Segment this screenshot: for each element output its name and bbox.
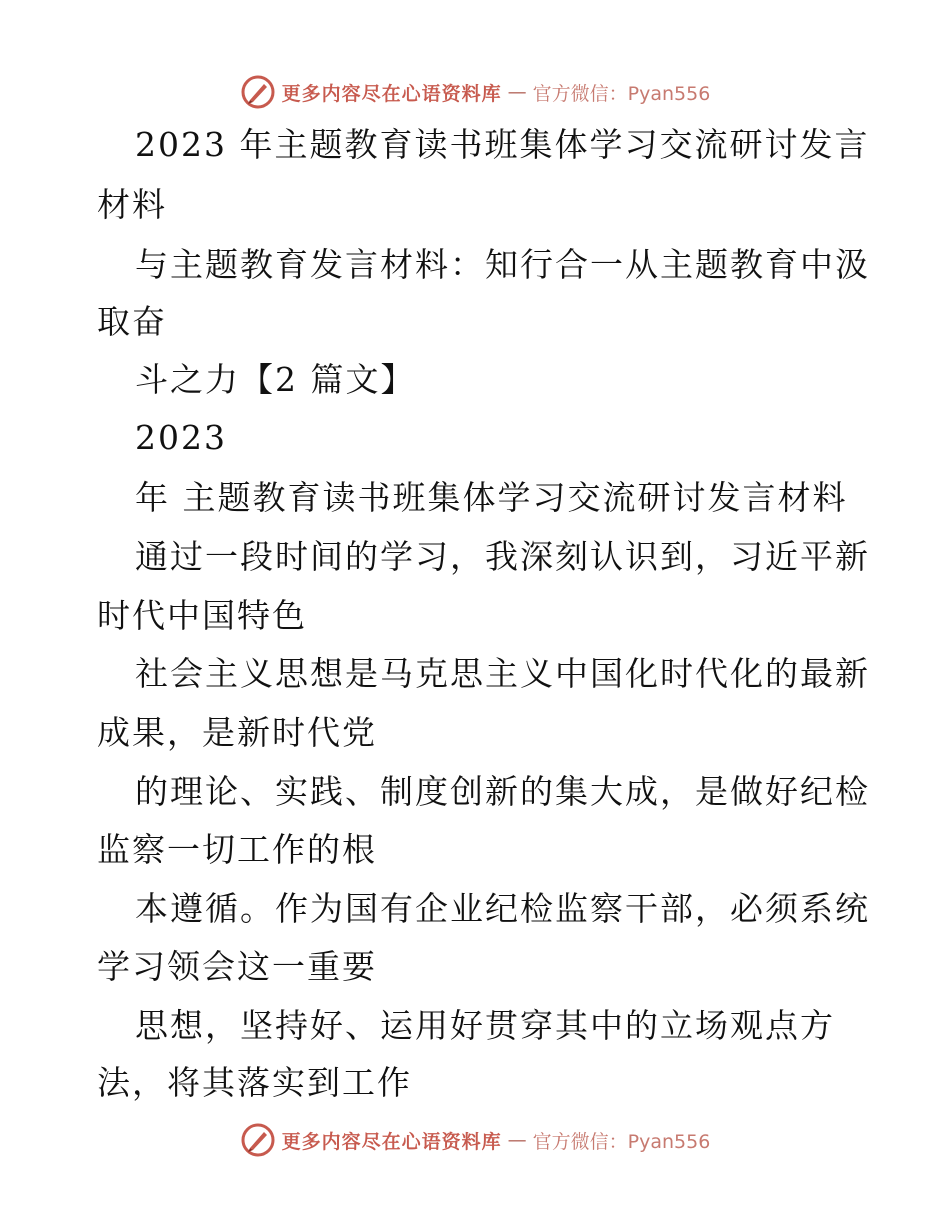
heading-line: 年 主题教育读书班集体学习交流研讨发言材料 bbox=[135, 478, 848, 517]
banner-main-text: 更多内容尽在心语资料库 bbox=[281, 1130, 502, 1153]
banner-wechat-text: 官方微信：Pyan556 bbox=[532, 1130, 711, 1153]
paragraph-line: 法，将其落实到工作 bbox=[97, 1063, 412, 1102]
banner-separator: — bbox=[507, 1129, 527, 1151]
banner-main-text: 更多内容尽在心语资料库 bbox=[281, 82, 502, 105]
subtitle-line-3: 斗之力【2 篇文】 bbox=[135, 360, 416, 399]
title-line-2: 材料 bbox=[97, 185, 167, 224]
title-line-1: 2023 年主题教育读书班集体学习交流研讨发言 bbox=[135, 125, 870, 164]
banner-separator: — bbox=[507, 81, 527, 103]
paragraph-line: 本遵循。作为国有企业纪检监察干部，必须系统 bbox=[135, 889, 870, 928]
paragraph-line: 学习领会这一重要 bbox=[97, 947, 377, 986]
paragraph-line: 通过一段时间的学习，我深刻认识到，习近平新 bbox=[135, 537, 870, 576]
subtitle-line-2: 取奋 bbox=[97, 302, 167, 341]
year-line: 2023 bbox=[135, 418, 227, 457]
paragraph-line: 监察一切工作的根 bbox=[97, 830, 377, 869]
subtitle-line-1: 与主题教育发言材料：知行合一从主题教育中汲 bbox=[135, 245, 870, 284]
paragraph-line: 的理论、实践、制度创新的集大成，是做好纪检 bbox=[135, 772, 870, 811]
banner-wechat-text: 官方微信：Pyan556 bbox=[532, 82, 711, 105]
header-watermark-banner bbox=[0, 70, 950, 114]
footer-watermark-banner bbox=[0, 1118, 950, 1162]
paragraph-line: 社会主义思想是马克思主义中国化时代化的最新 bbox=[135, 654, 870, 693]
paragraph-line: 成果，是新时代党 bbox=[97, 713, 377, 752]
paragraph-line: 思想，坚持好、运用好贯穿其中的立场观点方 bbox=[135, 1006, 835, 1045]
pen-circle-icon bbox=[240, 74, 276, 110]
pen-circle-icon bbox=[240, 1122, 276, 1158]
paragraph-line: 时代中国特色 bbox=[97, 596, 307, 635]
